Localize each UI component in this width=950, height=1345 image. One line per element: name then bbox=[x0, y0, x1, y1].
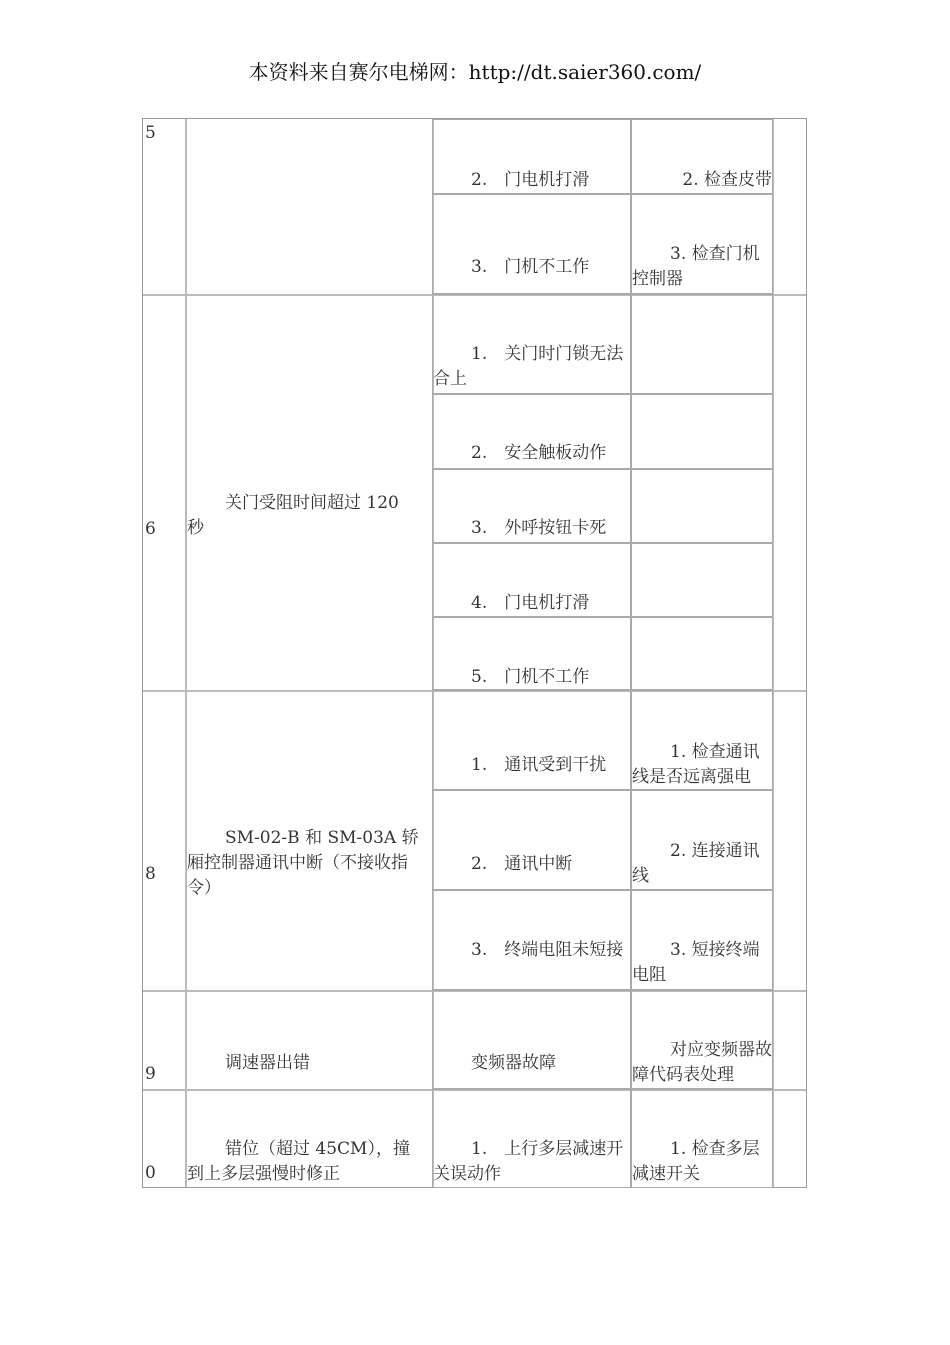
cause-text: 1. 通讯受到干扰 bbox=[471, 755, 607, 775]
action-text: 2. 连接通讯线 bbox=[632, 841, 760, 886]
sub-cell bbox=[630, 543, 773, 617]
row-number: 6 bbox=[145, 519, 156, 539]
row-number: 0 bbox=[145, 1163, 156, 1183]
sub-cell bbox=[630, 294, 773, 394]
cause-text: 2. 通讯中断 bbox=[471, 854, 573, 874]
cause-text: 2. 安全触板动作 bbox=[471, 443, 607, 463]
cause-text: 5. 门机不工作 bbox=[471, 667, 590, 687]
row-number: 9 bbox=[145, 1064, 156, 1084]
action-text: 1. 检查多层减速开关 bbox=[632, 1139, 760, 1184]
column-divider bbox=[185, 119, 187, 1187]
action-text: 1. 检查通讯线是否远离强电 bbox=[632, 742, 760, 787]
cause-text: 1. 关门时门锁无法合上 bbox=[433, 344, 624, 389]
cause-text: 2. 门电机打滑 bbox=[471, 170, 590, 190]
sub-cell bbox=[630, 469, 773, 543]
cause-text: 3. 外呼按钮卡死 bbox=[471, 518, 607, 538]
fault-table bbox=[142, 118, 807, 1188]
cause-text: 3. 门机不工作 bbox=[471, 257, 590, 277]
page-header: 本资料来自赛尔电梯网：http://dt.saier360.com/ bbox=[248, 60, 702, 84]
row-number: 8 bbox=[145, 864, 156, 884]
sub-cell bbox=[630, 394, 773, 469]
fault-text: 调速器出错 bbox=[225, 1053, 310, 1073]
cause-text: 3. 终端电阻未短接 bbox=[471, 940, 624, 960]
cause-text: 4. 门电机打滑 bbox=[471, 593, 590, 613]
fault-text: 关门受阻时间超过 120 秒 bbox=[187, 493, 399, 538]
action-text: 对应变频器故障代码表处理 bbox=[632, 1040, 772, 1085]
action-text: 2. 检查皮带 bbox=[682, 170, 772, 190]
fault-text: 错位（超过 45CM），撞到上多层强慢时修正 bbox=[187, 1139, 410, 1184]
cause-text: 变频器故障 bbox=[471, 1053, 556, 1073]
sub-cell bbox=[630, 617, 773, 690]
row-number: 5 bbox=[145, 123, 156, 143]
action-text: 3. 短接终端电阻 bbox=[632, 940, 760, 985]
fault-text: SM-02-B 和 SM-03A 轿厢控制器通讯中断（不接收指令） bbox=[187, 828, 419, 898]
cause-text: 1. 上行多层减速开关误动作 bbox=[433, 1139, 624, 1184]
action-text: 3. 检查门机控制器 bbox=[632, 244, 760, 289]
